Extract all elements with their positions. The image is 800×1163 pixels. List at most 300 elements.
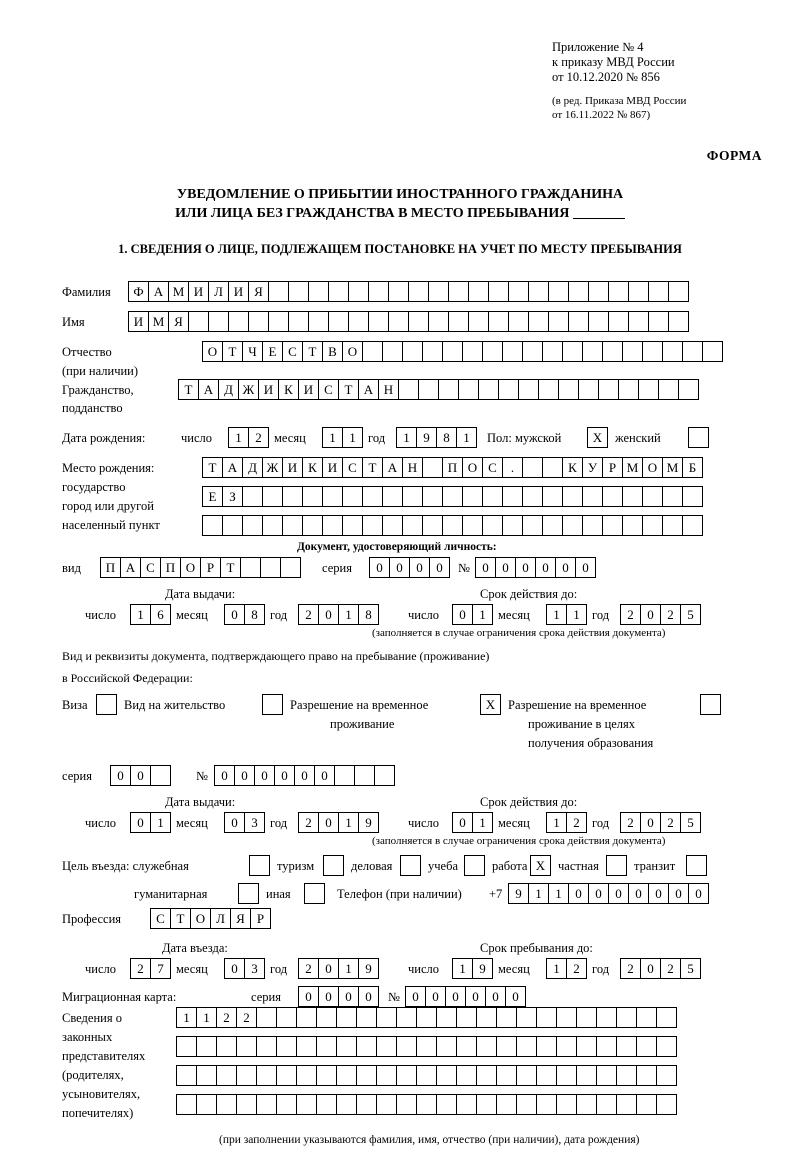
input-cell[interactable]: О [642,457,663,478]
input-cell[interactable]: 0 [505,986,526,1007]
field-legal-row-1[interactable] [176,1007,676,1028]
input-cell[interactable] [316,1036,337,1057]
input-cell[interactable] [622,486,643,507]
field-doc-issue-day[interactable] [130,604,170,625]
input-cell[interactable] [488,311,509,332]
checkbox-sex-female[interactable] [688,427,709,448]
input-cell[interactable]: 0 [318,812,339,833]
input-cell[interactable] [316,1094,337,1115]
input-cell[interactable] [682,486,703,507]
input-cell[interactable] [502,341,523,362]
input-cell[interactable] [402,515,423,536]
input-cell[interactable]: 1 [150,812,171,833]
input-cell[interactable] [276,1065,297,1086]
input-cell[interactable] [548,311,569,332]
field-doc-valid-day[interactable] [452,604,492,625]
input-cell[interactable]: 0 [485,986,506,1007]
input-cell[interactable]: 2 [660,604,681,625]
input-cell[interactable] [362,341,383,362]
input-cell[interactable] [618,379,639,400]
input-cell[interactable] [456,1065,477,1086]
input-cell[interactable] [582,515,603,536]
input-cell[interactable]: С [140,557,161,578]
input-cell[interactable] [622,515,643,536]
input-cell[interactable] [422,457,443,478]
input-cell[interactable] [636,1094,657,1115]
checkbox-residence-permit[interactable] [262,694,283,715]
input-cell[interactable] [442,486,463,507]
input-cell[interactable] [436,1007,457,1028]
input-cell[interactable]: 1 [396,427,417,448]
input-cell[interactable] [368,311,389,332]
input-cell[interactable] [422,341,443,362]
input-cell[interactable]: 1 [528,883,549,904]
input-cell[interactable]: 9 [416,427,437,448]
input-cell[interactable]: О [202,341,223,362]
input-cell[interactable] [282,486,303,507]
input-cell[interactable] [468,311,489,332]
input-cell[interactable] [268,281,289,302]
input-cell[interactable] [568,311,589,332]
input-cell[interactable]: 0 [535,557,556,578]
input-cell[interactable] [616,1065,637,1086]
input-cell[interactable] [462,515,483,536]
input-cell[interactable]: Т [302,341,323,362]
input-cell[interactable] [296,1065,317,1086]
input-cell[interactable] [316,1065,337,1086]
input-cell[interactable] [588,311,609,332]
field-doc-issue-month[interactable] [224,604,264,625]
input-cell[interactable] [582,486,603,507]
input-cell[interactable]: Ж [262,457,283,478]
field-legal-row-3[interactable] [176,1065,676,1086]
input-cell[interactable]: Я [168,311,189,332]
input-cell[interactable] [562,515,583,536]
input-cell[interactable] [236,1036,257,1057]
input-cell[interactable] [448,311,469,332]
input-cell[interactable] [628,311,649,332]
field-profession[interactable] [150,908,270,929]
input-cell[interactable] [416,1065,437,1086]
input-cell[interactable] [596,1007,617,1028]
input-cell[interactable] [656,1036,677,1057]
input-cell[interactable] [356,1094,377,1115]
input-cell[interactable] [376,1036,397,1057]
input-cell[interactable] [374,765,395,786]
input-cell[interactable]: 1 [176,1007,197,1028]
input-cell[interactable] [622,341,643,362]
input-cell[interactable] [422,486,443,507]
input-cell[interactable]: 1 [322,427,343,448]
input-cell[interactable] [396,1036,417,1057]
input-cell[interactable] [328,311,349,332]
input-cell[interactable] [642,341,663,362]
input-cell[interactable] [602,341,623,362]
input-cell[interactable] [556,1007,577,1028]
input-cell[interactable]: К [562,457,583,478]
input-cell[interactable] [276,1094,297,1115]
input-cell[interactable]: 0 [298,986,319,1007]
field-birth-place-row-3[interactable] [202,515,702,536]
input-cell[interactable] [656,1094,677,1115]
input-cell[interactable] [502,515,523,536]
input-cell[interactable]: 9 [358,958,379,979]
input-cell[interactable]: 0 [318,958,339,979]
input-cell[interactable] [176,1094,197,1115]
input-cell[interactable]: С [318,379,339,400]
input-cell[interactable]: 2 [660,812,681,833]
input-cell[interactable]: Ч [242,341,263,362]
field-surname[interactable] [128,281,688,302]
input-cell[interactable]: 0 [234,765,255,786]
input-cell[interactable] [658,379,679,400]
input-cell[interactable] [242,486,263,507]
checkbox-purpose-work[interactable]: X [530,855,551,876]
input-cell[interactable] [636,1065,657,1086]
input-cell[interactable] [556,1094,577,1115]
input-cell[interactable] [538,379,559,400]
input-cell[interactable] [322,515,343,536]
input-cell[interactable] [468,281,489,302]
input-cell[interactable]: 2 [566,812,587,833]
input-cell[interactable] [262,515,283,536]
input-cell[interactable] [616,1036,637,1057]
input-cell[interactable] [628,281,649,302]
input-cell[interactable] [662,341,683,362]
input-cell[interactable]: М [168,281,189,302]
input-cell[interactable] [302,515,323,536]
input-cell[interactable] [436,1094,457,1115]
input-cell[interactable]: 1 [338,812,359,833]
input-cell[interactable] [548,281,569,302]
field-phone[interactable] [508,883,708,904]
input-cell[interactable]: 0 [640,604,661,625]
input-cell[interactable]: Т [362,457,383,478]
input-cell[interactable] [442,515,463,536]
input-cell[interactable] [588,281,609,302]
input-cell[interactable] [596,1036,617,1057]
input-cell[interactable]: 0 [254,765,275,786]
input-cell[interactable]: Р [200,557,221,578]
input-cell[interactable] [228,311,249,332]
input-cell[interactable]: 0 [475,557,496,578]
input-cell[interactable] [336,1007,357,1028]
input-cell[interactable]: 2 [248,427,269,448]
input-cell[interactable] [508,281,529,302]
input-cell[interactable] [568,281,589,302]
input-cell[interactable]: П [160,557,181,578]
field-doc-valid-month[interactable] [546,604,586,625]
input-cell[interactable]: О [462,457,483,478]
input-cell[interactable] [528,281,549,302]
input-cell[interactable]: 5 [680,958,701,979]
input-cell[interactable] [496,1036,517,1057]
input-cell[interactable] [642,486,663,507]
input-cell[interactable] [354,765,375,786]
input-cell[interactable]: А [358,379,379,400]
input-cell[interactable]: 2 [236,1007,257,1028]
input-cell[interactable]: Н [402,457,423,478]
input-cell[interactable] [288,281,309,302]
checkbox-purpose-tourism[interactable] [323,855,344,876]
input-cell[interactable] [638,379,659,400]
input-cell[interactable]: 0 [515,557,536,578]
input-cell[interactable]: 0 [224,812,245,833]
input-cell[interactable] [362,486,383,507]
input-cell[interactable]: 2 [298,812,319,833]
input-cell[interactable]: 0 [110,765,131,786]
input-cell[interactable]: Л [210,908,231,929]
input-cell[interactable] [456,1036,477,1057]
input-cell[interactable]: Т [222,341,243,362]
input-cell[interactable]: 1 [566,604,587,625]
input-cell[interactable] [176,1065,197,1086]
input-cell[interactable] [596,1065,617,1086]
input-cell[interactable]: 0 [358,986,379,1007]
input-cell[interactable] [308,311,329,332]
input-cell[interactable]: . [502,457,523,478]
input-cell[interactable] [382,515,403,536]
checkbox-purpose-humanitarian[interactable] [238,883,259,904]
input-cell[interactable] [536,1065,557,1086]
input-cell[interactable] [242,515,263,536]
input-cell[interactable]: К [278,379,299,400]
field-mig-number[interactable] [405,986,525,1007]
input-cell[interactable] [268,311,289,332]
field-doc-series[interactable] [369,557,449,578]
input-cell[interactable]: Т [220,557,241,578]
input-cell[interactable]: 1 [228,427,249,448]
input-cell[interactable] [662,486,683,507]
input-cell[interactable]: 0 [628,883,649,904]
input-cell[interactable]: С [342,457,363,478]
input-cell[interactable] [356,1007,377,1028]
input-cell[interactable]: Е [202,486,223,507]
input-cell[interactable] [356,1065,377,1086]
field-birth-year[interactable] [396,427,476,448]
input-cell[interactable]: З [222,486,243,507]
input-cell[interactable] [416,1094,437,1115]
input-cell[interactable] [682,515,703,536]
input-cell[interactable] [256,1007,277,1028]
input-cell[interactable] [208,311,229,332]
input-cell[interactable]: 0 [294,765,315,786]
input-cell[interactable]: С [282,341,303,362]
input-cell[interactable]: 0 [575,557,596,578]
input-cell[interactable]: И [282,457,303,478]
input-cell[interactable]: Л [208,281,229,302]
input-cell[interactable] [516,1007,537,1028]
input-cell[interactable] [368,281,389,302]
input-cell[interactable]: Ф [128,281,149,302]
input-cell[interactable] [322,486,343,507]
field-permit-valid-year[interactable] [620,812,700,833]
input-cell[interactable] [150,765,171,786]
input-cell[interactable]: 7 [150,958,171,979]
input-cell[interactable] [522,486,543,507]
input-cell[interactable]: 0 [130,812,151,833]
input-cell[interactable] [576,1065,597,1086]
input-cell[interactable] [442,341,463,362]
checkbox-temp-residence[interactable]: X [480,694,501,715]
input-cell[interactable]: 3 [244,958,265,979]
input-cell[interactable] [356,1036,377,1057]
input-cell[interactable] [388,281,409,302]
input-cell[interactable] [522,457,543,478]
input-cell[interactable] [418,379,439,400]
input-cell[interactable] [536,1036,557,1057]
input-cell[interactable] [396,1007,417,1028]
field-birth-place-row-2[interactable] [202,486,702,507]
input-cell[interactable] [536,1094,557,1115]
input-cell[interactable] [562,486,583,507]
input-cell[interactable] [536,1007,557,1028]
input-cell[interactable] [402,486,423,507]
input-cell[interactable] [482,515,503,536]
input-cell[interactable] [256,1094,277,1115]
input-cell[interactable]: 0 [318,986,339,1007]
input-cell[interactable] [702,341,723,362]
input-cell[interactable] [562,341,583,362]
input-cell[interactable] [276,1007,297,1028]
input-cell[interactable] [416,1036,437,1057]
input-cell[interactable]: С [150,908,171,929]
input-cell[interactable]: Н [378,379,399,400]
input-cell[interactable]: Т [170,908,191,929]
input-cell[interactable] [196,1036,217,1057]
input-cell[interactable] [542,457,563,478]
input-cell[interactable] [176,1036,197,1057]
field-stay-day[interactable] [452,958,492,979]
input-cell[interactable] [280,557,301,578]
input-cell[interactable] [516,1094,537,1115]
input-cell[interactable]: 0 [224,604,245,625]
input-cell[interactable] [382,486,403,507]
input-cell[interactable]: 3 [244,812,265,833]
field-permit-valid-day[interactable] [452,812,492,833]
input-cell[interactable] [522,341,543,362]
input-cell[interactable] [642,515,663,536]
field-entry-year[interactable] [298,958,378,979]
input-cell[interactable] [668,281,689,302]
input-cell[interactable] [608,311,629,332]
input-cell[interactable]: 2 [130,958,151,979]
input-cell[interactable]: 2 [298,604,319,625]
input-cell[interactable]: И [188,281,209,302]
input-cell[interactable] [602,486,623,507]
input-cell[interactable]: 2 [216,1007,237,1028]
input-cell[interactable] [648,311,669,332]
input-cell[interactable] [656,1065,677,1086]
input-cell[interactable] [542,486,563,507]
input-cell[interactable] [542,515,563,536]
input-cell[interactable] [462,486,483,507]
input-cell[interactable]: 0 [369,557,390,578]
input-cell[interactable] [476,1036,497,1057]
input-cell[interactable]: 0 [568,883,589,904]
input-cell[interactable] [648,281,669,302]
input-cell[interactable]: Р [250,908,271,929]
input-cell[interactable]: К [302,457,323,478]
input-cell[interactable] [308,281,329,302]
input-cell[interactable]: Т [202,457,223,478]
input-cell[interactable]: 2 [660,958,681,979]
field-permit-issue-year[interactable] [298,812,378,833]
input-cell[interactable] [248,311,269,332]
input-cell[interactable] [216,1094,237,1115]
input-cell[interactable]: 1 [130,604,151,625]
input-cell[interactable]: И [322,457,343,478]
input-cell[interactable] [438,379,459,400]
input-cell[interactable] [188,311,209,332]
input-cell[interactable]: Ж [238,379,259,400]
input-cell[interactable]: 0 [608,883,629,904]
input-cell[interactable] [408,311,429,332]
checkbox-purpose-official[interactable] [249,855,270,876]
input-cell[interactable] [316,1007,337,1028]
input-cell[interactable] [436,1065,457,1086]
input-cell[interactable] [428,281,449,302]
input-cell[interactable] [376,1007,397,1028]
input-cell[interactable] [608,281,629,302]
input-cell[interactable] [388,311,409,332]
input-cell[interactable]: Р [602,457,623,478]
input-cell[interactable]: А [222,457,243,478]
input-cell[interactable] [422,515,443,536]
input-cell[interactable] [502,486,523,507]
input-cell[interactable] [556,1065,577,1086]
input-cell[interactable]: И [258,379,279,400]
input-cell[interactable] [458,379,479,400]
input-cell[interactable] [476,1065,497,1086]
field-birth-place-row-1[interactable] [202,457,702,478]
input-cell[interactable] [556,1036,577,1057]
input-cell[interactable] [216,1065,237,1086]
input-cell[interactable]: Д [242,457,263,478]
input-cell[interactable]: 0 [409,557,430,578]
input-cell[interactable] [498,379,519,400]
input-cell[interactable] [396,1094,417,1115]
input-cell[interactable] [496,1065,517,1086]
input-cell[interactable]: 0 [452,812,473,833]
field-doc-issue-year[interactable] [298,604,378,625]
input-cell[interactable]: А [120,557,141,578]
input-cell[interactable] [662,515,683,536]
input-cell[interactable]: 2 [566,958,587,979]
input-cell[interactable]: 5 [680,812,701,833]
input-cell[interactable]: У [582,457,603,478]
input-cell[interactable] [196,1065,217,1086]
input-cell[interactable] [576,1036,597,1057]
input-cell[interactable]: Д [218,379,239,400]
input-cell[interactable] [518,379,539,400]
input-cell[interactable]: 8 [244,604,265,625]
input-cell[interactable]: 0 [588,883,609,904]
checkbox-edu-residence[interactable] [700,694,721,715]
input-cell[interactable]: М [148,311,169,332]
checkbox-purpose-business[interactable] [400,855,421,876]
input-cell[interactable]: 0 [314,765,335,786]
input-cell[interactable]: 1 [546,812,567,833]
input-cell[interactable]: 0 [318,604,339,625]
input-cell[interactable] [222,515,243,536]
input-cell[interactable]: 5 [680,604,701,625]
input-cell[interactable]: 1 [342,427,363,448]
input-cell[interactable] [598,379,619,400]
input-cell[interactable] [276,1036,297,1057]
input-cell[interactable]: Т [338,379,359,400]
field-birth-month[interactable] [322,427,362,448]
